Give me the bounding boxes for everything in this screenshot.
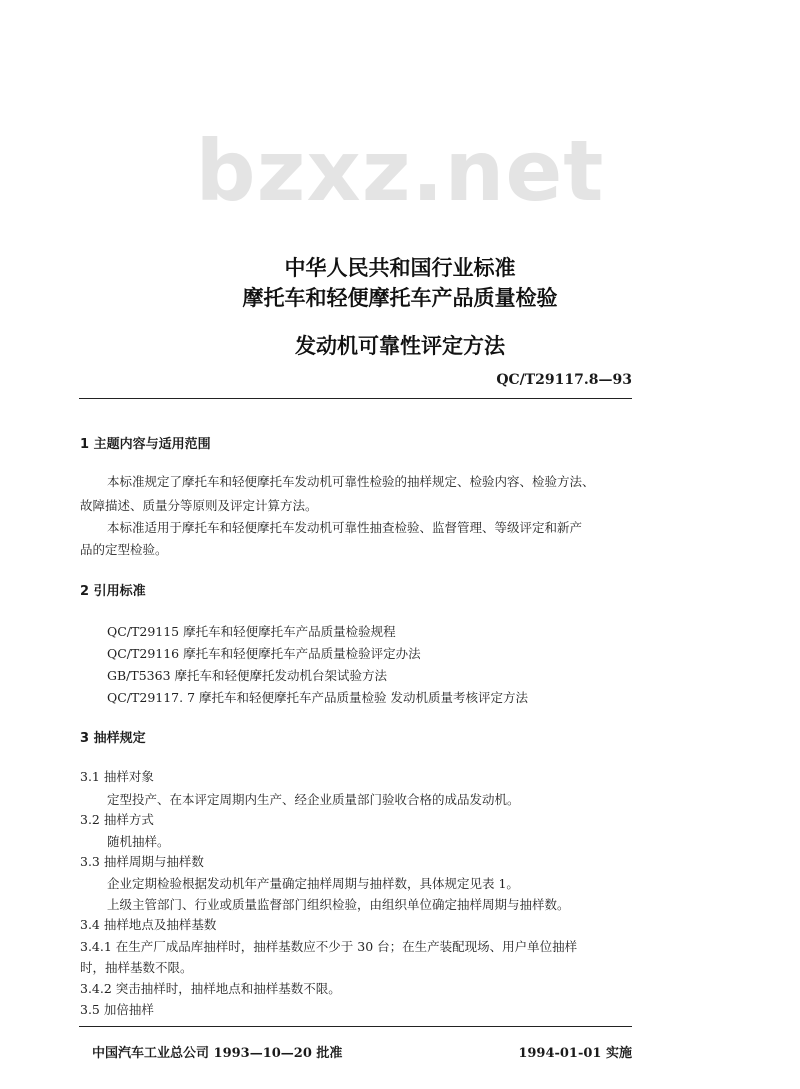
clause-3-5: 3.5 加倍抽样 — [80, 1002, 154, 1017]
clause-3-3: 3.3 抽样周期与抽样数 — [80, 854, 204, 869]
header-divider — [79, 398, 632, 399]
clause-3-2: 3.2 抽样方式 — [80, 812, 154, 827]
section-1-para2-line2: 品的定型检验。 — [80, 542, 168, 557]
clause-3-3-text2: 上级主管部门、行业或质量监督部门组织检验，由组织单位确定抽样周期与抽样数。 — [107, 897, 570, 912]
clause-3-2-text: 随机抽样。 — [107, 834, 170, 849]
implementation-date: 1994-01-01 实施 — [518, 1046, 632, 1061]
section-1-para1-line1: 本标准规定了摩托车和轻便摩托车发动机可靠性检验的抽样规定、检验内容、检验方法、 — [107, 474, 595, 489]
standard-code: QC/T29117.8—93 — [496, 372, 632, 388]
section-1-heading: 1 主题内容与适用范围 — [80, 437, 211, 452]
reference-item: QC/T29115 摩托车和轻便摩托车产品质量检验规程 — [107, 624, 396, 639]
clause-3-4-1-line1: 3.4.1 在生产厂成品库抽样时，抽样基数应不少于 30 台；在生产装配现场、用户单位抽样 — [80, 939, 578, 954]
section-1-para1-line2: 故障描述、质量分等原则及评定计算方法。 — [80, 498, 318, 513]
standard-title-line1: 中华人民共和国行业标准 — [284, 256, 516, 280]
reference-item: GB/T5363 摩托车和轻便摩托发动机台架试验方法 — [107, 668, 388, 683]
reference-item: QC/T29117. 7 摩托车和轻便摩托车产品质量检验 发动机质量考核评定方法 — [107, 690, 528, 705]
footer-divider — [79, 1026, 632, 1027]
clause-3-4-1-line2: 时，抽样基数不限。 — [80, 960, 193, 975]
clause-3-4-2: 3.4.2 突击抽样时，抽样地点和抽样基数不限。 — [80, 981, 341, 996]
section-2-heading: 2 引用标准 — [80, 584, 146, 599]
clause-3-3-text1: 企业定期检验根据发动机年产量确定抽样周期与抽样数，具体规定见表 1。 — [107, 876, 519, 891]
section-3-heading: 3 抽样规定 — [80, 731, 146, 746]
watermark: bzxz.net — [195, 122, 605, 220]
approval-date: 中国汽车工业总公司 1993—10—20 批准 — [92, 1046, 343, 1061]
clause-3-1-text: 定型投产、在本评定周期内生产、经企业质量部门验收合格的成品发动机。 — [107, 792, 520, 807]
standard-title-line3: 发动机可靠性评定方法 — [295, 334, 505, 358]
section-1-para2-line1: 本标准适用于摩托车和轻便摩托车发动机可靠性抽查检验、监督管理、等级评定和新产 — [107, 520, 583, 535]
clause-3-4: 3.4 抽样地点及抽样基数 — [80, 917, 217, 932]
clause-3-1: 3.1 抽样对象 — [80, 769, 154, 784]
reference-item: QC/T29116 摩托车和轻便摩托车产品质量检验评定办法 — [107, 646, 421, 661]
standard-title-line2: 摩托车和轻便摩托车产品质量检验 — [242, 286, 558, 310]
